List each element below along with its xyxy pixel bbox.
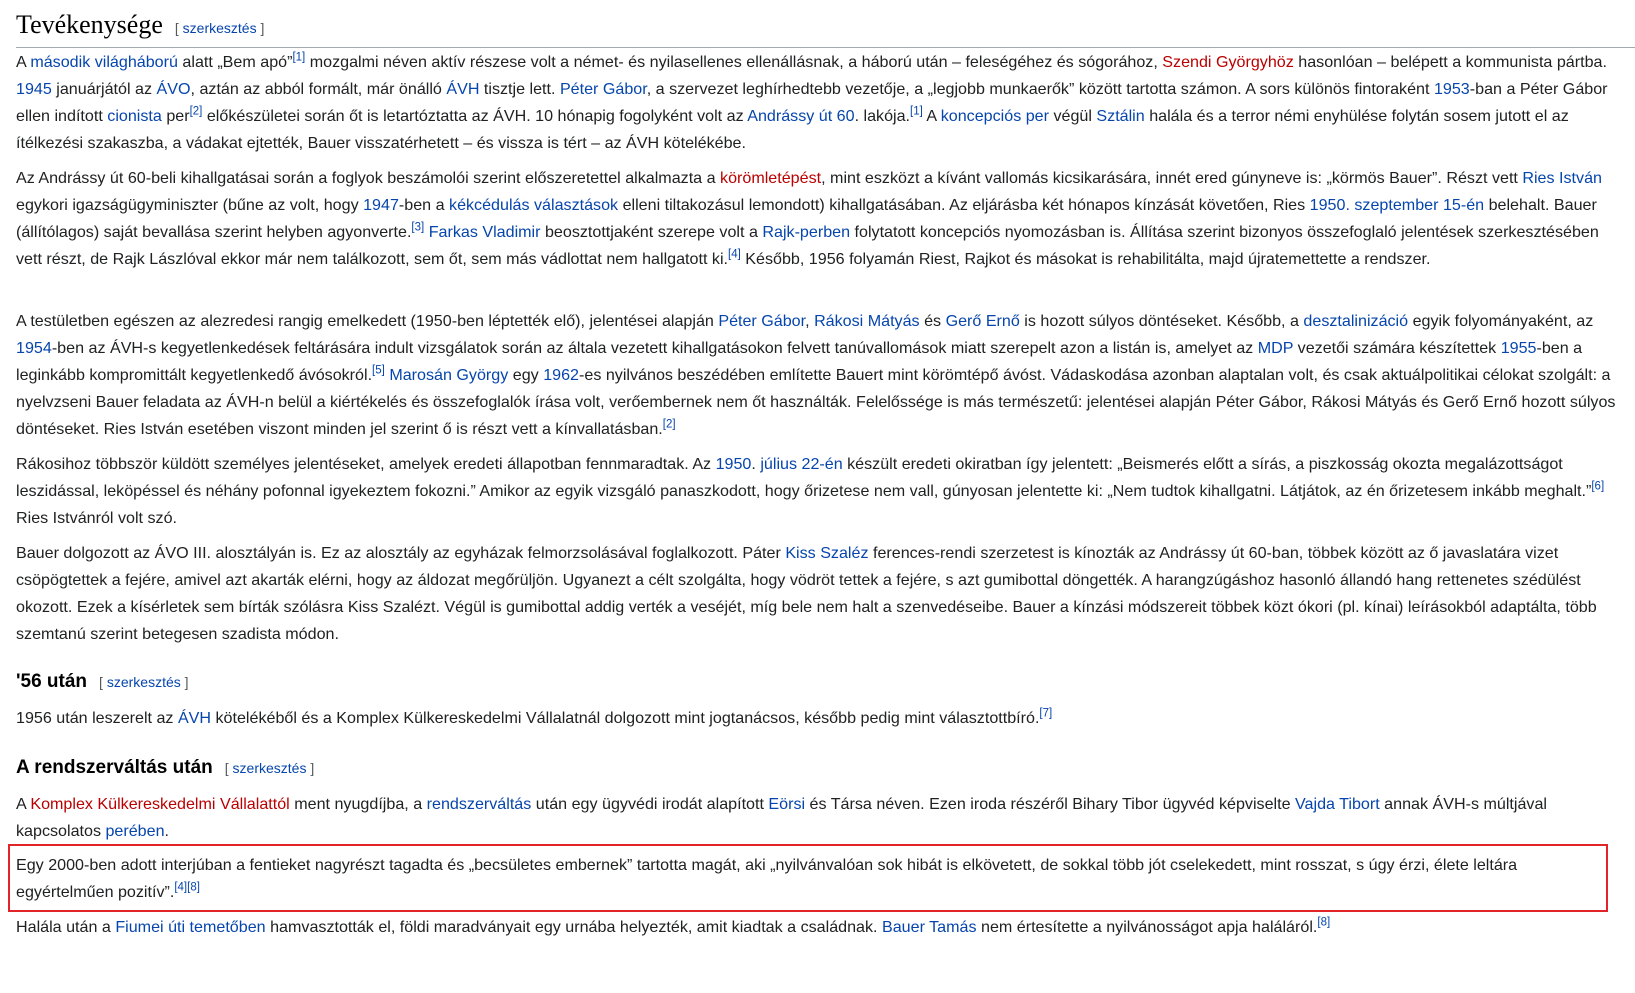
link[interactable]: Eörsi [768, 795, 806, 813]
paragraph-4: Rákosihoz többször küldött személyes jelentéseket, amelyek eredeti állapotban fennmaradtak. Az 1950. július 22-én készült eredeti okiratban így jelentett: „Beismerés előtt a sírás, a piszkosság okozta megalázottságot leszidással, leköpéssel és néhány pofonnal igyekeztem fokozni.” Amikor az egyik vizsgáló panaszkodott, hogy őrizetese nem vall, gúnyosan jelentette ki: „Nem tudtok kihallgatni. Látjátok, az én őrizetesem inkább meghalt.”[6] Ries Istvánról volt szó. [16, 455, 1605, 527]
link[interactable]: 1954 [16, 339, 52, 357]
redlink[interactable]: Komplex Külkereskedelmi Vállalattól [30, 795, 290, 813]
link[interactable]: 1955 [1500, 339, 1537, 357]
paragraph-7: A Komplex Külkereskedelmi Vállalattól ment nyugdíjba, a rendszerváltás után egy ügyvédi irodát alapított Eörsi és Társa néven. Ezen iroda részéről Bihary Tibor ügyvéd képviselte Vajda Tibort annak ÁVH-s múltjával kapcsolatos perében. [16, 795, 1547, 840]
citation[interactable]: [2] [662, 418, 676, 431]
edit-section-link: [ szerkesztés ] [224, 760, 315, 776]
citation[interactable]: [3] [411, 221, 425, 234]
link[interactable]: rendszerváltás [426, 795, 532, 813]
citation[interactable]: [4] [174, 881, 188, 894]
citation[interactable]: [8] [1317, 916, 1331, 929]
link[interactable]: ÁVO [156, 80, 191, 98]
edit-link[interactable]: szerkesztés [106, 674, 181, 690]
link[interactable]: cionista [107, 107, 162, 125]
link[interactable]: desztalinizáció [1303, 312, 1409, 330]
link[interactable]: Péter Gábor [718, 312, 806, 330]
link[interactable]: MDP [1257, 339, 1294, 357]
paragraph-9: Halála után a Fiumei úti temetőben hamvasztották el, földi maradványait egy urnába helyezték, amit kiadtak a családnak. Bauer Tamás nem értesítette a nyilvánosságot apja haláláról.[8] [16, 916, 1331, 936]
heading-text: A rendszerváltás után [16, 757, 213, 778]
link[interactable]: Farkas Vladimir [428, 223, 541, 241]
link[interactable]: Sztálin [1096, 107, 1145, 125]
link[interactable]: 1950 [715, 455, 752, 473]
link[interactable]: 1962 [543, 366, 580, 384]
link[interactable]: július 22-én [760, 455, 843, 473]
heading-text: '56 után [16, 671, 88, 692]
citation[interactable]: [7] [1039, 707, 1053, 720]
citation[interactable]: [6] [1591, 480, 1605, 493]
paragraph-3: A testületben egészen az alezredesi rangig emelkedett (1950-ben léptették elő), jelentései alapján Péter Gábor, Rákosi Mátyás és Gerő Ernő is hozott súlyos döntéseket. Később, a desztalinizáció egyik folyományaként, az 1954-ben az ÁVH-s kegyetlenkedések feltárására indult vizsgálatok során az általa vezetett kihallgatásokon felvett tanúvallomások miatt szerepelt azon a listán is, amelyet az MDP vezetői számára készítettek 1955-ben a leginkább kompromittált kegyetlenkedő ávósokról.[5] Marosán György egy 1962-es nyilvános beszédében említette Bauert mint körömtépő ávóst. Vádaskodása azonban alaptalan volt, és csak aktuálpolitikai célokat szolgált: a nyelvzseni Bauer feladata az ÁVH-n belül a kiértékelés és összefoglalók írása volt, verőembernek nem őt használták. Felelőssége is más természetű: jelentései alapján Péter Gábor, Rákosi Mátyás és Gerő Ernő hozott súlyos döntéseket. Ries István esetében viszont minden jel szerint ő is részt vett a kínvallatásban.[2] [16, 312, 1616, 438]
section-heading-after-regime-change [16, 755, 314, 781]
edit-link[interactable]: szerkesztés [182, 20, 257, 36]
paragraph-8-highlighted: Egy 2000-ben adott interjúban a fentieket nagyrészt tagadta és „becsületes embernek” tartotta magát, aki „nyilvánvalóan sok hibát is elkövetett, de sokkal több jót cselekedett, mint rosszat, s úgy érzi, élete leltára egyértelműen pozitív”.[4][8] [16, 856, 1518, 901]
link[interactable]: Gerő Ernő [945, 312, 1020, 330]
redlink[interactable]: körömletépést [720, 169, 822, 187]
edit-section-link: [ szerkesztés ] [99, 674, 189, 690]
link[interactable]: 1953 [1433, 80, 1470, 98]
link[interactable]: Ries István [1522, 169, 1602, 187]
citation[interactable]: [1] [910, 105, 923, 118]
link[interactable]: kékcédulás választások [449, 196, 619, 214]
link[interactable]: Vajda Tibort [1295, 795, 1380, 813]
link[interactable]: Kiss Szaléz [785, 544, 869, 562]
link[interactable]: Rákosi Mátyás [814, 312, 920, 330]
link[interactable]: Rajk-perben [762, 223, 851, 241]
link[interactable]: ÁVH [446, 80, 480, 98]
link[interactable]: 1947 [363, 196, 399, 214]
link[interactable]: Péter Gábor [559, 80, 647, 98]
citation[interactable]: [2] [189, 105, 203, 118]
paragraph-1: A második világháború alatt „Bem apó”[1] mozgalmi néven aktív részese volt a német- és nyilasellenes ellenállásnak, a háború után – feleségéhez és sógorához, Szendi Györgyhöz hasonlóan – belépett a kommunista pártba. 1945 januárjától az ÁVO, aztán az abból formált, már önálló ÁVH tisztje lett. Péter Gábor, a szervezet leghírhedtebb vezetője, a „legjobb munkaerők” között tartotta számon. A sors különös fintoraként 1953-ban a Péter Gábor ellen indított cionista per[2] előkészületei során őt is letartóztatta az ÁVH. 10 hónapig fogolyként volt az Andrássy út 60. lakója.[1] A koncepciós per végül Sztálin halála és a terror némi enyhülése folytán sosem jutott el az ítélkezési szakaszba, a vádakat ejtették, Bauer visszatérhetett – és vissza is tért – az ÁVH kötelékébe. [16, 51, 1608, 152]
section-heading-activity [16, 8, 1635, 48]
link[interactable]: Bauer Tamás [881, 918, 977, 936]
section-heading-after-56 [16, 669, 189, 695]
citation[interactable]: [4] [728, 248, 741, 261]
link[interactable]: koncepciós per [940, 107, 1049, 125]
link[interactable]: 1945 [16, 80, 52, 98]
edit-section-link: [ szerkesztés ] [174, 20, 265, 36]
edit-link[interactable]: szerkesztés [232, 760, 307, 776]
link[interactable]: Fiumei úti temetőben [115, 918, 266, 936]
heading-text: Tevékenysége [16, 10, 163, 39]
link[interactable]: Andrássy út 60 [747, 107, 855, 125]
citation[interactable]: [5] [372, 364, 385, 377]
citation[interactable]: [8] [187, 881, 200, 894]
link[interactable]: második világháború [30, 53, 178, 71]
paragraph-2: Az Andrássy út 60-beli kihallgatásai során a foglyok beszámolói szerint előszeretettel alkalmazta a körömletépést, mint eszközt a kívánt vallomás kicsikarására, innét ered gúnyneve is: „körmös Bauer”. Részt vett Ries István egykori igazságügyminiszter (bűne az volt, hogy 1947-ben a kékcédulás választások elleni tiltakozásul lemondott) kihallgatásában. Az eljárásba két hónapos kínzását követően, Ries 1950. szeptember 15-én belehalt. Bauer (állítólagos) saját bevallása szerint helyben agyonverte.[3] Farkas Vladimir beosztottjaként szerepe volt a Rajk-perben folytatott koncepciós nyomozásban is. Állítása szerint bizonyos összefoglaló jelentések szerkesztésében vett részt, de Rajk Lászlóval ekkor már nem találkozott, sem őt, sem más vádlottat nem hallgatott ki.[4] Később, 1956 folyamán Riest, Rajkot és másokat is rehabilitálta, majd újratemettette a rendszer. [16, 169, 1602, 268]
redlink[interactable]: Szendi Györgyhöz [1162, 53, 1294, 71]
link[interactable]: 1950. szeptember 15-én [1309, 196, 1485, 214]
paragraph-5: Bauer dolgozott az ÁVO III. alosztályán is. Ez az alosztály az egyházak felmorzsolásával foglalkozott. Páter Kiss Szaléz ferences-rendi szerzetest is kínozták az Andrássy út 60-ban, többek között az ő javaslatára vizet csöpögtettek a fejére, amivel azt akarták elérni, hogy az áldozat megőrüljön. Ugyanezt a célt szolgálta, hogy vödröt tettek a fejére, s azt gumibottal döngették. A harangzúgáshoz hasonló állandó hang rettenetes szédülést okozott. Ezek a kísérletek sem bírták szólásra Kiss Szalézt. Végül is gumibottal addig verték a veséjét, míg bele nem halt a szenvedéseibe. Bauer a kínzási módszereit többek közt ókori (pl. kínai) leírásokból adaptálta, több szemtanú szerint betegesen szadista módon. [16, 544, 1597, 643]
link[interactable]: perében [105, 822, 165, 840]
link[interactable]: Marosán György [389, 366, 509, 384]
paragraph-6: 1956 után leszerelt az ÁVH kötelékéből és a Komplex Külkereskedelmi Vállalatnál dolgozott mint jogtanácsos, később pedig mint választottbíró.[7] [16, 707, 1053, 727]
citation[interactable]: [1] [292, 51, 306, 64]
link[interactable]: ÁVH [177, 709, 212, 727]
